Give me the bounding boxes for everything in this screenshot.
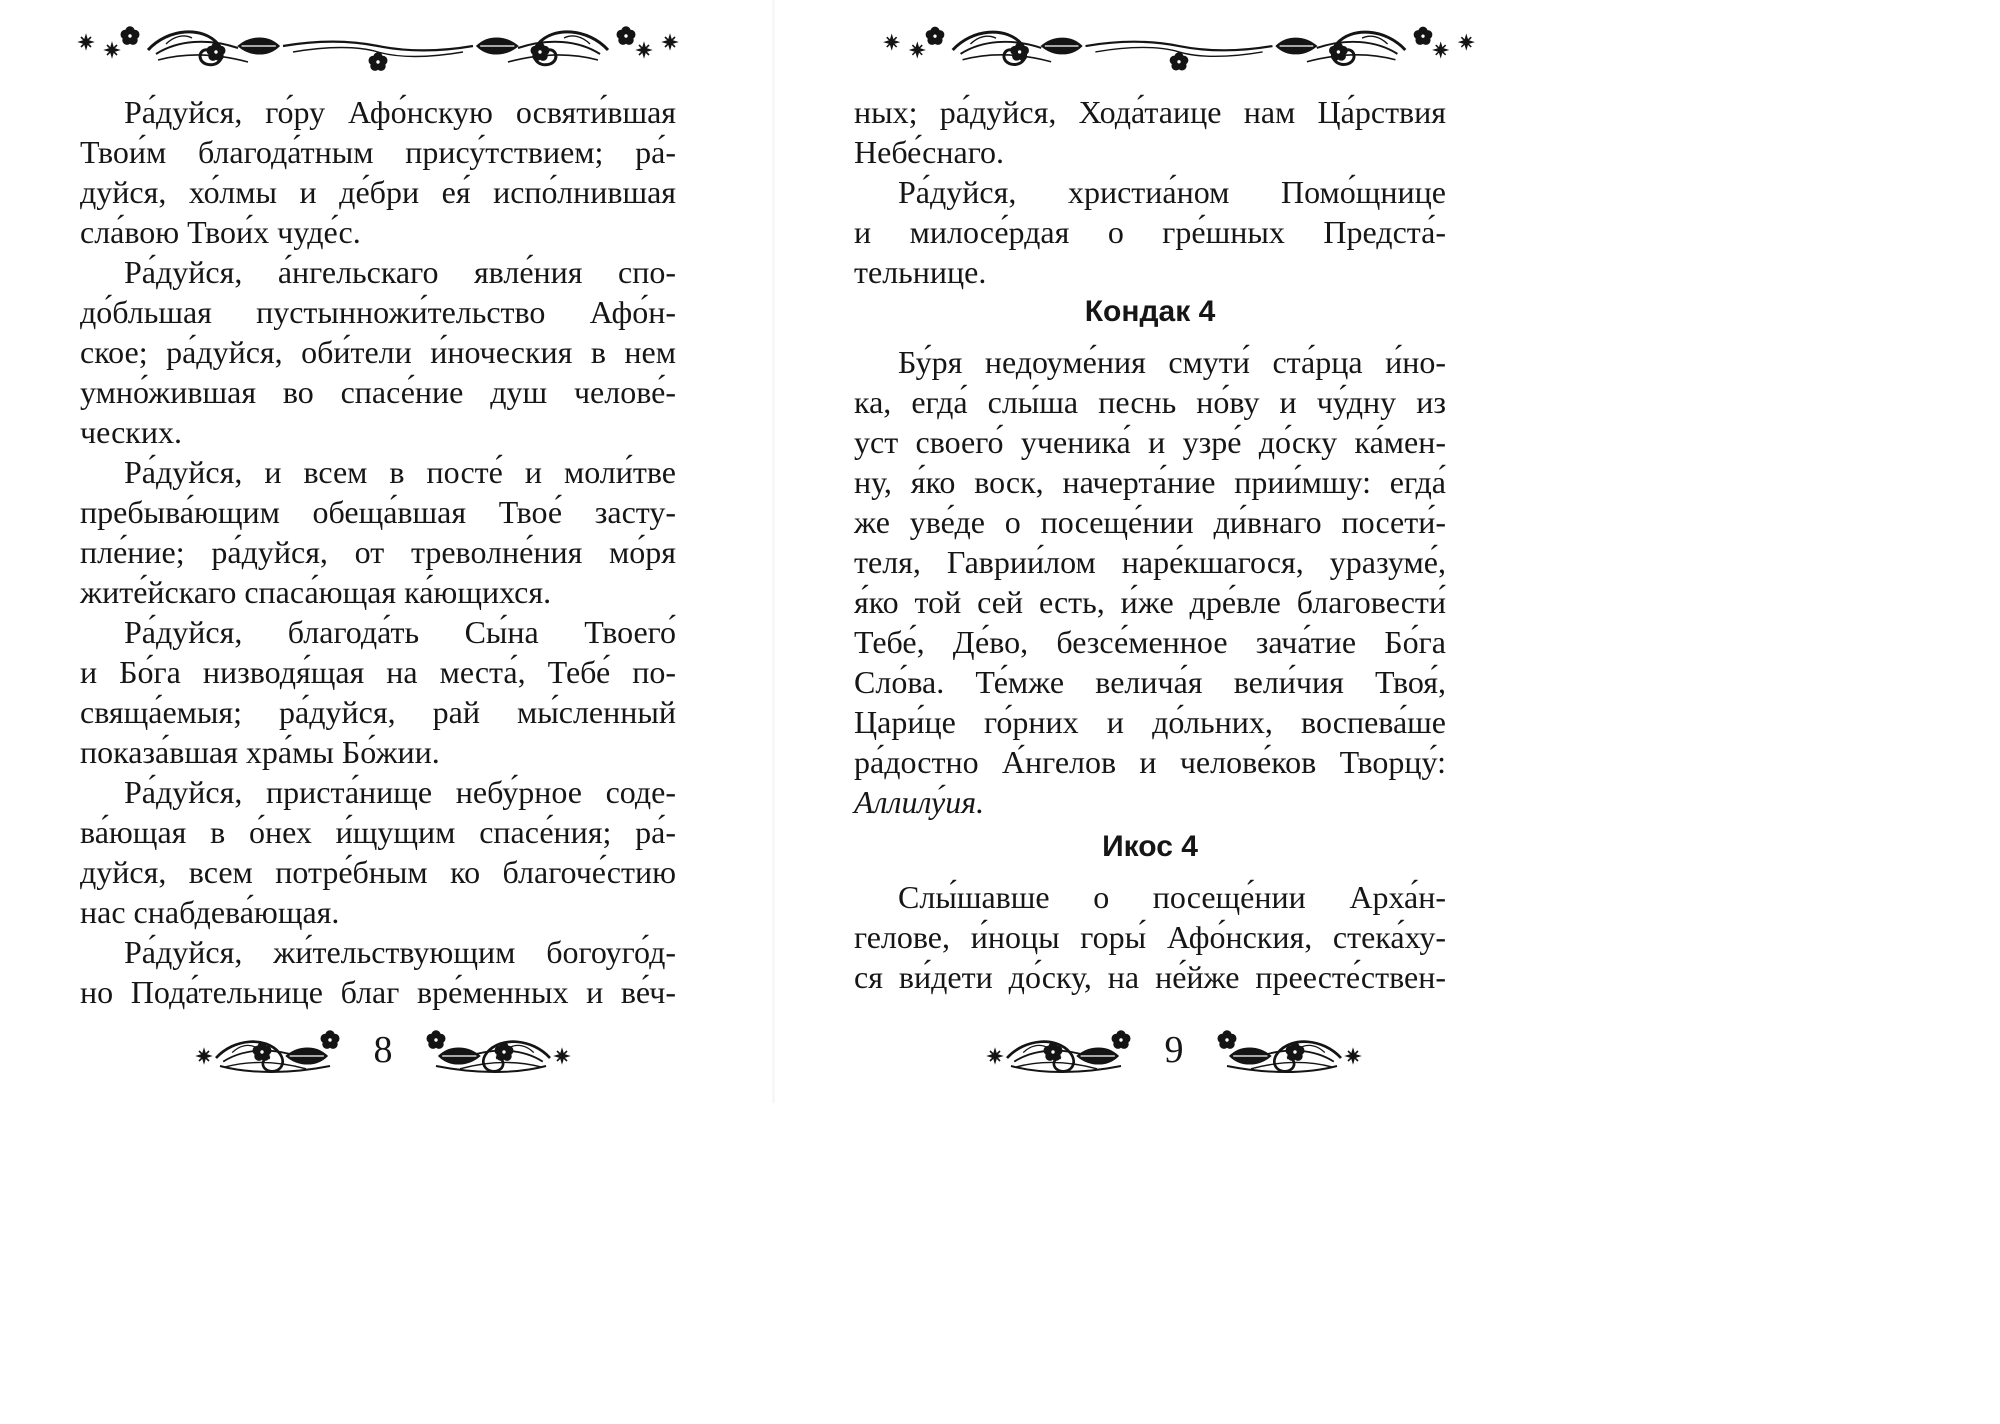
text-line: Ра́дуйся, жи́тельствующим богоуго́д- bbox=[124, 934, 676, 970]
text-line: и Бо́га низводя́щая на места́, Тебе́ по- bbox=[80, 654, 676, 690]
top-ornament-icon bbox=[68, 16, 688, 78]
page-number: 8 bbox=[373, 1029, 393, 1071]
text-line: ра́достно А́нгелов и челове́ков Творцу́: bbox=[854, 744, 1446, 780]
right-page-footer bbox=[981, 1022, 1367, 1088]
left-page-footer bbox=[190, 1022, 576, 1088]
paragraph bbox=[80, 932, 676, 1012]
text-line: теля, Гаврии́лом наре́кшагося, уразуме́, bbox=[854, 544, 1446, 580]
text-line: ческих. bbox=[80, 414, 182, 450]
right-page bbox=[774, 0, 1549, 1103]
section-heading: Кондак 4 bbox=[1084, 295, 1216, 328]
text-line: ка, егда́ слы́ша песнь но́ву и чу́дну из bbox=[854, 384, 1446, 420]
text-line: Сло́ва. Те́мже велича́я вели́чия Твоя́, bbox=[854, 664, 1446, 700]
section-heading: Икос 4 bbox=[1102, 830, 1198, 863]
text-line: я́ко той сей есть, и́же дре́вле благовести́ bbox=[854, 584, 1446, 620]
paragraph bbox=[854, 172, 1446, 292]
text-line: ва́ющая в о́нех и́щущим спасе́ния; ра́- bbox=[80, 814, 676, 850]
text-line: и милосе́рдая о гре́шных Предста́- bbox=[854, 214, 1446, 250]
text-line: Ра́дуйся, приста́нище небу́рное соде- bbox=[124, 774, 676, 810]
text-line: но Пода́тельнице благ вре́менных и ве́ч- bbox=[80, 974, 676, 1010]
paragraph bbox=[80, 772, 676, 932]
text-line: Ра́дуйся, благода́ть Сы́на Твоего́ bbox=[124, 614, 676, 650]
text-line: жите́йскаго спаса́ющая ка́ющихся. bbox=[80, 574, 552, 610]
footer-ornament-icon bbox=[981, 1022, 1141, 1088]
alleluia-ending: Аллилу́ия. bbox=[854, 784, 985, 820]
text-line: ся ви́дети до́ску, на не́йже преесте́ствен- bbox=[854, 959, 1446, 995]
right-page-text bbox=[854, 92, 1446, 997]
text-line: нас снабдева́ющая. bbox=[80, 894, 340, 930]
top-ornament-icon bbox=[874, 16, 1484, 78]
text-line: Тебе́, Де́во, безсе́менное зача́тие Бо́га bbox=[854, 624, 1446, 660]
text-line: свяща́емыя; ра́дуйся, рай мы́сленный bbox=[80, 694, 676, 730]
text-line: ну, я́ко воск, начерта́ние прии́мшу: егда́ bbox=[854, 464, 1446, 500]
text-line: гелове, и́ноцы горы́ Афо́нския, стека́ху- bbox=[854, 919, 1446, 955]
text-line: Бу́ря недоуме́ния смути́ ста́рца и́но- bbox=[898, 344, 1446, 380]
text-line: Ра́дуйся, и всем в посте́ и моли́тве bbox=[124, 454, 676, 490]
paragraph bbox=[80, 612, 676, 772]
paragraph bbox=[80, 452, 676, 612]
text-line: тельнице. bbox=[854, 254, 987, 290]
paragraph bbox=[854, 92, 1446, 172]
text-line: уст своего́ ученика́ и узре́ до́ску ка́мен- bbox=[854, 424, 1446, 460]
text-line: ных; ра́дуйся, Хода́таице нам Ца́рствия bbox=[854, 94, 1446, 130]
text-line: Слы́шавше о посеще́нии Арха́н- bbox=[898, 879, 1446, 915]
footer-ornament-icon bbox=[1207, 1022, 1367, 1088]
text-line: же уве́де о посеще́нии ди́внаго посети́- bbox=[854, 504, 1446, 540]
left-page-text bbox=[80, 92, 676, 1012]
paragraph bbox=[80, 252, 676, 452]
text-line: сла́вою Твои́х чуде́с. bbox=[80, 214, 361, 250]
footer-ornament-icon bbox=[190, 1022, 350, 1088]
text-line: до́бльшая пустынножи́тельство Афо́н- bbox=[80, 294, 676, 330]
footer-ornament-icon bbox=[416, 1022, 576, 1088]
text-line: Цари́це го́рних и до́льних, воспева́ше bbox=[854, 704, 1446, 740]
text-line: Небе́снаго. bbox=[854, 134, 1005, 170]
left-page bbox=[0, 0, 774, 1103]
page-number: 9 bbox=[1164, 1029, 1184, 1071]
text-line: показа́вшая хра́мы Бо́жии. bbox=[80, 734, 440, 770]
text-line: пле́ние; ра́дуйся, от треволне́ния мо́ря bbox=[80, 534, 676, 570]
text-line: Твои́м благода́тным прису́тствием; ра́- bbox=[80, 134, 676, 170]
text-line: Ра́дуйся, а́нгельскаго явле́ния спо- bbox=[124, 254, 676, 290]
text-line: Ра́дуйся, го́ру Афо́нскую освяти́вшая bbox=[124, 94, 676, 130]
text-line: ское; ра́дуйся, оби́тели и́ноческия в нем bbox=[80, 334, 676, 370]
text-line: дуйся, всем потре́бным ко благоче́стию bbox=[80, 854, 676, 890]
paragraph bbox=[854, 342, 1446, 822]
text-line: Ра́дуйся, христиа́ном Помо́щнице bbox=[898, 174, 1446, 210]
text-line: пребыва́ющим обеща́вшая Твое́ засту- bbox=[80, 494, 676, 530]
text-line: умно́жившая во спасе́ние душ челове́- bbox=[80, 374, 676, 410]
paragraph bbox=[854, 877, 1446, 997]
text-line: дуйся, хо́лмы и де́бри ея́ испо́лнившая bbox=[80, 174, 676, 210]
paragraph bbox=[80, 92, 676, 252]
